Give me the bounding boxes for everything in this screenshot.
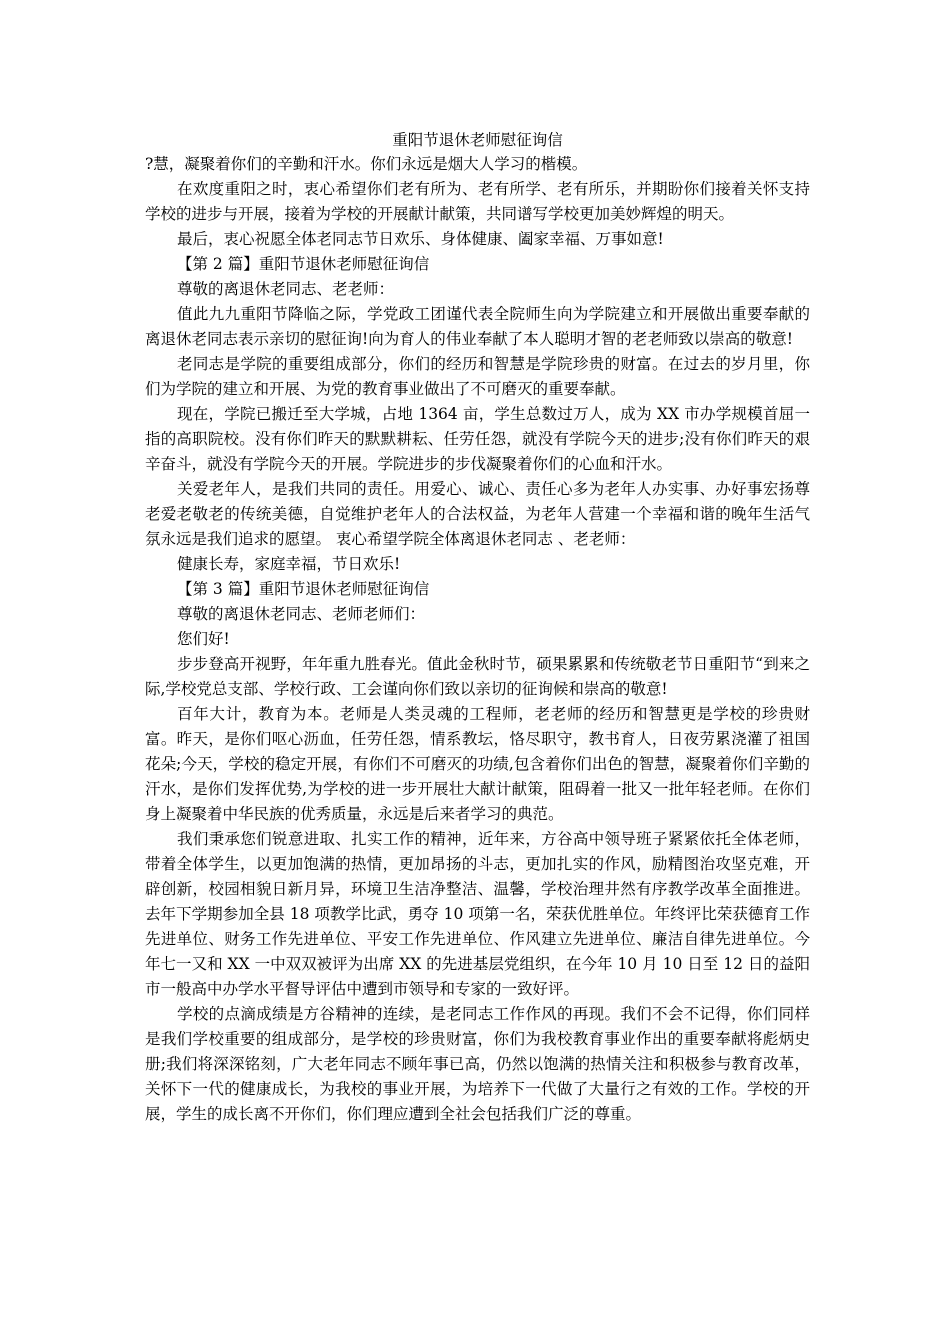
paragraph: 学校的点滴成绩是方谷精神的连续，是老同志工作作风的再现。我们不会不记得，你们同样是我们学校重要的组成部分，是学校的珍贵财富，你们为我校教育事业作出的重要奉献将彪炳史册;我们将深深铭刻，广大老年同志不顾年事已高，仍然以饱满的热情关注和积极参与教育改革，关怀下一代的健康成长，为我校的事业开展，为培养下一代做了大量行之有效的工作。学校的开展，学生的成长离不开你们，你们理应遭到全社会包括我们广泛的尊重。 [145,1005,810,1123]
paragraph: 关爱老年人，是我们共同的责任。用爱心、诚心、责任心多为老年人办实事、办好事宏扬尊老爱老敬老的传统美德，自觉维护老年人的合法权益，为老年人营建一个幸福和谐的晚年生活气氛永远是我们追求的愿望。 衷心希望学院全体离退休老同志 、老老师： [145,480,810,548]
paragraph: 我们秉承您们锐意进取、扎实工作的精神，近年来，方谷高中领导班子紧紧依托全体老师，带着全体学生，以更加饱满的热情，更加昂扬的斗志，更加扎实的作风，励精图治攻坚克难，开辟创新，校园相貌日新月异，环境卫生洁净整洁、温馨，学校治理井然有序教学改革全面推进。去年下学期参加全县 18 项教学比武，勇夺 10 项第一名，荣获优胜单位。年终评比荣获德育工作先进单位、财务工作先进单位、平安工作先进单位、作风建立先进单位、廉洁自律先进单位。今年七一又和 XX 一中双双被评为出席 XX 的先进基层党组织，在今年 10 月 10 日至 12 日的益阳市一般高中办学水平督导评估中遭到市领导和专家的一致好评。 [145,830,810,998]
paragraph: 百年大计，教育为本。老师是人类灵魂的工程师，老老师的经历和智慧更是学校的珍贵财富。昨天，是你们呕心沥血，任劳任怨，情系教坛，恪尽职守，教书育人，日夜劳累浇灌了祖国花朵;今天，学校的稳定开展，有你们不可磨灭的功绩,包含着你们出色的智慧，凝聚着你们辛勤的汗水，是你们发挥优势,为学校的进一步开展壮大献计献策，阻碍着一批又一批年轻老师。在你们身上凝聚着中华民族的优秀质量，永远是后来者学习的典范。 [145,705,810,823]
paragraph: 值此九九重阳节降临之际，学党政工团谨代表全院师生向为学院建立和开展做出重要奉献的离退休老同志表示亲切的慰征询!向为育人的伟业奉献了本人聪明才智的老老师致以崇高的敬意! [145,305,810,348]
paragraph: 最后，衷心祝愿全体老同志节日欢乐、身体健康、阖家幸福、万事如意! [177,230,664,248]
document-body [145,152,810,1127]
paragraph: 现在，学院已搬迁至大学城，占地 1364 亩，学生总数过万人，成为 XX 市办学规模首屈一指的高职院校。没有你们昨天的默默耕耘、任劳任怨，就没有学院今天的进步;没有你们昨天的艰辛奋斗，就没有学院今天的开展。学院进步的步伐凝聚着你们的心血和汗水。 [145,405,810,473]
paragraph: 在欢度重阳之时，衷心希望你们老有所为、老有所学、老有所乐，并期盼你们接着关怀支持学校的进步与开展，接着为学校的开展献计献策，共同谱写学校更加美妙辉煌的明天。 [145,180,810,223]
paragraph: 老同志是学院的重要组成部分，你们的经历和智慧是学院珍贵的财富。在过去的岁月里，你们为学院的建立和开展、为党的教育事业做出了不可磨灭的重要奉献。 [145,355,810,398]
paragraph: 健康长寿，家庭幸福，节日欢乐! [177,555,401,573]
salutation: 尊敬的离退休老同志、老老师： [177,280,395,298]
paragraph: 步步登高开视野，年年重九胜春光。值此金秋时节，硕果累累和传统敬老节日重阳节“到来之际,学校党总支部、学校行政、工会谨向你们致以亲切的征询候和崇高的敬意! [145,655,810,698]
section-heading: 【第 3 篇】重阳节退休老师慰征询信 [177,580,430,598]
document-page [145,128,810,1127]
paragraph: ?慧，凝聚着你们的辛勤和汗水。你们永远是烟大人学习的楷模。 [145,155,588,173]
greeting: 您们好! [177,630,230,648]
salutation: 尊敬的离退休老同志、老师老师们： [177,605,426,623]
section-heading: 【第 2 篇】重阳节退休老师慰征询信 [177,255,430,273]
document-title: 重阳节退休老师慰征询信 [392,131,563,149]
